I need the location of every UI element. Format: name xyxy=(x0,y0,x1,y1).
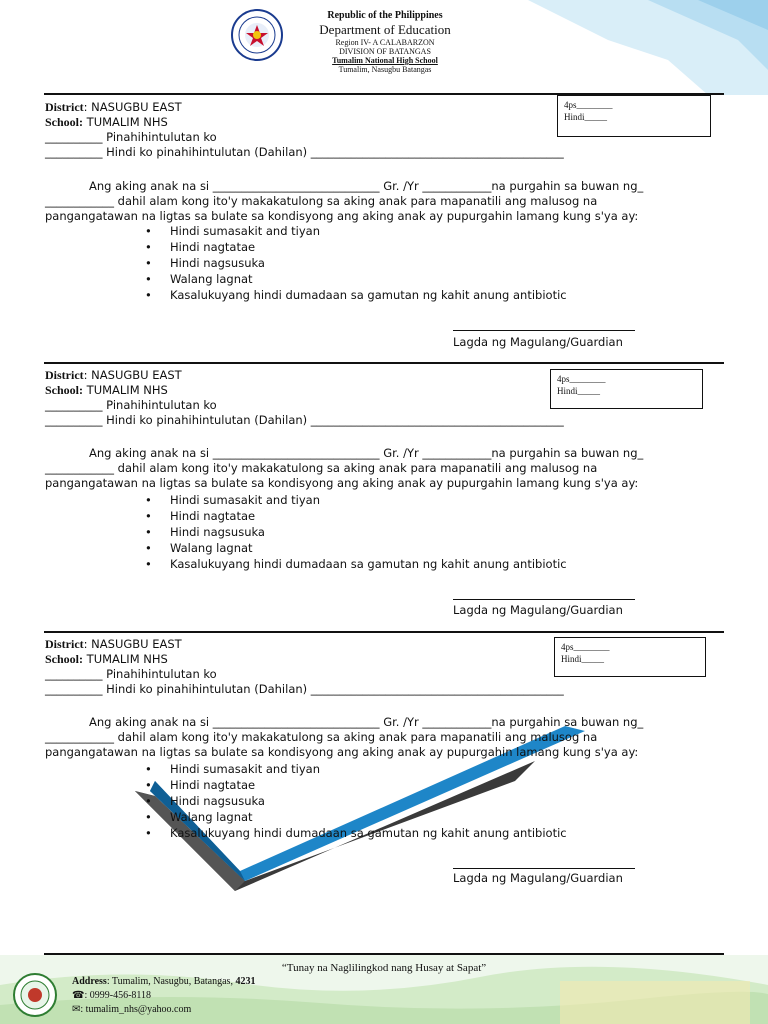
district-label: District xyxy=(45,368,84,382)
condition-item: • Walang lagnat xyxy=(145,809,567,825)
address-label: Address xyxy=(72,976,107,987)
condition-item: • Kasalukuyang hindi dumadaan sa gamutan ng kahit anung antibiotic xyxy=(145,556,567,572)
beneficiary-box[interactable] xyxy=(550,369,703,409)
signature-label: Lagda ng Magulang/Guardian xyxy=(453,871,623,885)
section-divider xyxy=(44,631,724,633)
zip-code: 4231 xyxy=(235,976,256,987)
condition-item: • Hindi nagtatae xyxy=(145,777,567,793)
para-line-1-text: Ang aking anak na si _____________________________ Gr. /Yr ____________na purgahin sa buwan ng_ xyxy=(89,715,644,729)
condition-item: • Walang lagnat xyxy=(145,271,567,287)
condition-item: • Hindi nagtatae xyxy=(145,239,567,255)
consent-form-2 xyxy=(0,362,768,622)
phone-icon: ☎ xyxy=(72,990,85,1001)
paragraph-line-3: pangangatawan na ligtas sa bulate sa kondisyong ang aking anak ay pupurgahin lamang kung s'ya ay: xyxy=(45,476,639,490)
district-value: : NASUGBU EAST xyxy=(83,368,182,382)
paragraph-line-2: ____________ dahil alam kong ito'y makakatulong sa aking anak para mapanatili ang malusog na xyxy=(45,730,598,744)
paragraph-line-1 xyxy=(45,179,685,194)
district-label: District xyxy=(45,637,84,651)
consent-yes-line[interactable]: __________ Pinahihintulutan ko xyxy=(45,667,217,681)
school-label: School: xyxy=(45,652,84,666)
deped-seal-logo xyxy=(230,8,284,62)
condition-item: • Hindi nagsusuka xyxy=(145,524,567,540)
conditions-list xyxy=(145,761,567,841)
paragraph-line-3: pangangatawan na ligtas sa bulate sa kondisyong ang aking anak ay pupurgahin lamang kung s'ya ay: xyxy=(45,209,639,223)
school-value: TUMALIM NHS xyxy=(83,115,168,129)
section-divider xyxy=(44,362,724,364)
condition-item: • Hindi nagtatae xyxy=(145,508,567,524)
condition-item: • Hindi nagsusuka xyxy=(145,255,567,271)
4ps-field: 4ps________ xyxy=(561,642,610,652)
hindi-field: Hindi_____ xyxy=(564,112,608,122)
school-motto: “Tunay na Naglilingkod nang Husay at Sapat” xyxy=(281,962,487,974)
school-value: TUMALIM NHS xyxy=(83,383,168,397)
address-value: : Tumalim, Nasugbu, Batangas, xyxy=(106,976,236,987)
address-line xyxy=(72,976,255,987)
phone-number: : 0999-456-8118 xyxy=(84,990,152,1001)
signature-label: Lagda ng Magulang/Guardian xyxy=(453,335,623,349)
header-text-block xyxy=(280,10,490,74)
email-line xyxy=(72,1004,191,1015)
beneficiary-box[interactable] xyxy=(557,95,711,137)
school-line xyxy=(45,383,168,398)
condition-item: • Kasalukuyang hindi dumadaan sa gamutan ng kahit anung antibiotic xyxy=(145,825,567,841)
department-label: Department of Education xyxy=(319,22,451,37)
condition-item: • Hindi nagsusuka xyxy=(145,793,567,809)
district-label: District xyxy=(45,100,84,114)
district-line xyxy=(45,368,182,383)
district-value: : NASUGBU EAST xyxy=(83,100,182,114)
consent-yes-line[interactable]: __________ Pinahihintulutan ko xyxy=(45,130,217,144)
email-address[interactable]: : tumalim_nhs@yahoo.com xyxy=(80,1004,192,1015)
division-label: DIVISION OF BATANGAS xyxy=(339,47,431,56)
envelope-icon: ✉ xyxy=(72,1004,81,1015)
paragraph-line-2: ____________ dahil alam kong ito'y makakatulong sa aking anak para mapanatili ang malusog na xyxy=(45,194,598,208)
phone-line xyxy=(72,990,151,1001)
paragraph-line-2: ____________ dahil alam kong ito'y makakatulong sa aking anak para mapanatili ang malusog na xyxy=(45,461,598,475)
4ps-field: 4ps________ xyxy=(557,374,606,384)
conditions-list xyxy=(145,492,567,572)
consent-form-3 xyxy=(0,631,768,891)
signature-line[interactable] xyxy=(453,330,635,331)
signature-label: Lagda ng Magulang/Guardian xyxy=(453,603,623,617)
consent-no-line[interactable]: __________ Hindi ko pinahihintulutan (Dahilan) ____________________________________________ xyxy=(45,145,564,159)
consent-form-1 xyxy=(0,93,768,353)
consent-yes-line[interactable]: __________ Pinahihintulutan ko xyxy=(45,398,217,412)
paragraph-line-1 xyxy=(45,715,685,730)
4ps-field: 4ps________ xyxy=(564,100,613,110)
consent-no-line[interactable]: __________ Hindi ko pinahihintulutan (Dahilan) ____________________________________________ xyxy=(45,682,564,696)
conditions-list xyxy=(145,223,567,303)
school-line xyxy=(45,652,168,667)
para-line-1-text: Ang aking anak na si _____________________________ Gr. /Yr ____________na purgahin sa buwan ng_ xyxy=(89,179,644,193)
condition-item: • Hindi sumasakit and tiyan xyxy=(145,223,567,239)
republic-label: Republic of the Philippines xyxy=(327,10,443,21)
condition-item: • Hindi sumasakit and tiyan xyxy=(145,761,567,777)
hindi-field: Hindi_____ xyxy=(561,654,605,664)
signature-line[interactable] xyxy=(453,868,635,869)
school-line xyxy=(45,115,168,130)
condition-item: • Hindi sumasakit and tiyan xyxy=(145,492,567,508)
region-label: Region IV- A CALABARZON xyxy=(335,38,435,47)
paragraph-line-3: pangangatawan na ligtas sa bulate sa kondisyong ang aking anak ay pupurgahin lamang kung s'ya ay: xyxy=(45,745,639,759)
condition-item: • Walang lagnat xyxy=(145,540,567,556)
school-value: TUMALIM NHS xyxy=(83,652,168,666)
beneficiary-box[interactable] xyxy=(554,637,706,677)
school-name-label: Tumalim National High School xyxy=(332,56,438,65)
school-location-label: Tumalim, Nasugbu Batangas xyxy=(338,65,432,74)
signature-line[interactable] xyxy=(453,599,635,600)
school-label: School: xyxy=(45,115,84,129)
district-line xyxy=(45,100,182,115)
para-line-1-text: Ang aking anak na si _____________________________ Gr. /Yr ____________na purgahin sa buwan ng_ xyxy=(89,446,644,460)
school-label: School: xyxy=(45,383,84,397)
district-line xyxy=(45,637,182,652)
school-logo xyxy=(12,972,58,1018)
district-value: : NASUGBU EAST xyxy=(83,637,182,651)
consent-no-line[interactable]: __________ Hindi ko pinahihintulutan (Dahilan) ____________________________________________ xyxy=(45,413,564,427)
hindi-field: Hindi_____ xyxy=(557,386,601,396)
paragraph-line-1 xyxy=(45,446,685,461)
condition-item: • Kasalukuyang hindi dumadaan sa gamutan ng kahit anung antibiotic xyxy=(145,287,567,303)
